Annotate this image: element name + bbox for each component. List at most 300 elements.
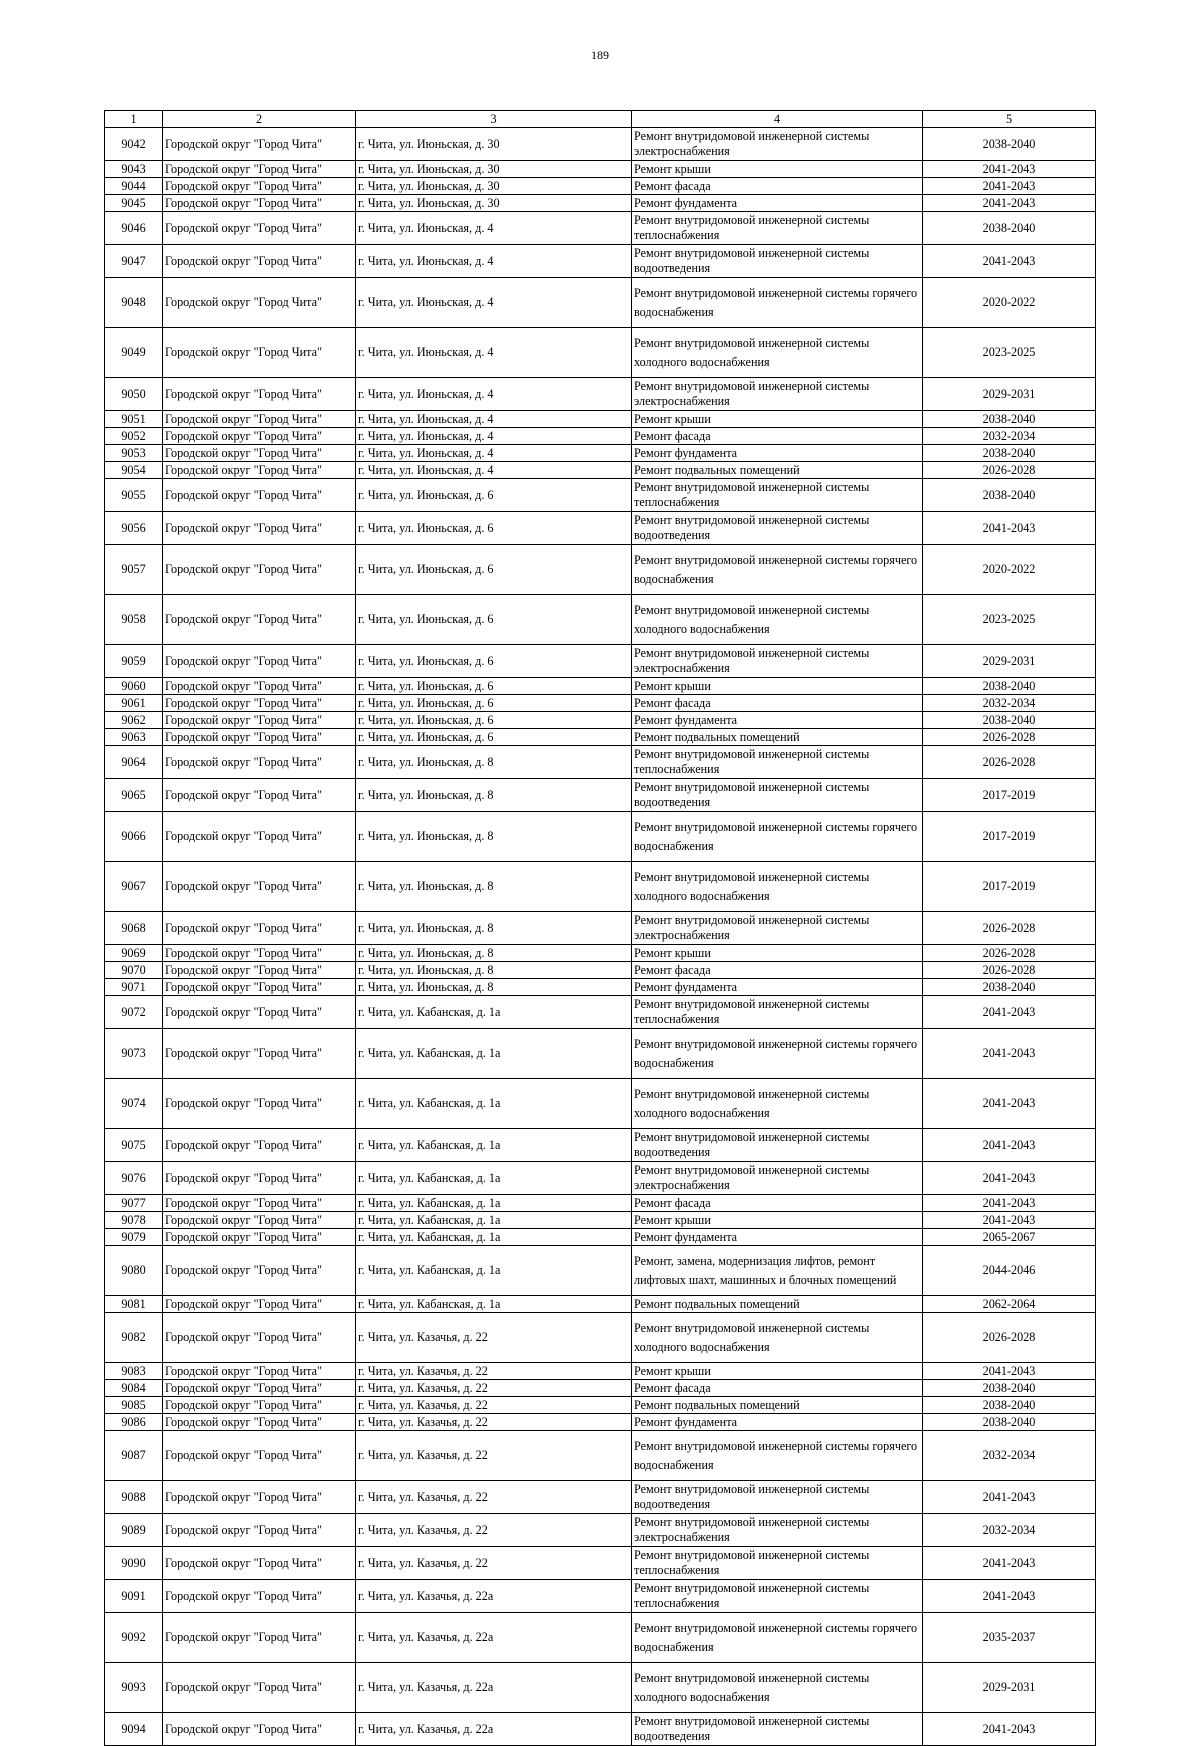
address-cell: г. Чита, ул. Казачья, д. 22 xyxy=(356,1547,632,1580)
period-cell: 2041-2043 xyxy=(923,1481,1096,1514)
municipality-cell: Городской округ "Город Чита" xyxy=(163,945,356,962)
municipality-cell: Городской округ "Город Чита" xyxy=(163,212,356,245)
municipality-cell: Городской округ "Город Чита" xyxy=(163,979,356,996)
row-number-cell: 9058 xyxy=(105,595,163,645)
period-cell: 2065-2067 xyxy=(923,1229,1096,1246)
repair-schedule-table xyxy=(104,110,1096,1746)
period-cell: 2038-2040 xyxy=(923,712,1096,729)
period-cell: 2026-2028 xyxy=(923,945,1096,962)
row-number-cell: 9052 xyxy=(105,428,163,445)
work-type-cell: Ремонт внутридомовой инженерной системы холодного водоснабжения xyxy=(632,862,923,912)
address-cell: г. Чита, ул. Июньская, д. 4 xyxy=(356,428,632,445)
table-row xyxy=(105,462,1096,479)
table-body xyxy=(105,128,1096,1746)
address-cell: г. Чита, ул. Июньская, д. 30 xyxy=(356,178,632,195)
work-type-cell: Ремонт внутридомовой инженерной системы электроснабжения xyxy=(632,378,923,411)
table-row xyxy=(105,328,1096,378)
row-number-cell: 9047 xyxy=(105,245,163,278)
address-cell: г. Чита, ул. Июньская, д. 4 xyxy=(356,378,632,411)
municipality-cell: Городской округ "Город Чита" xyxy=(163,161,356,178)
row-number-cell: 9049 xyxy=(105,328,163,378)
header-row xyxy=(105,111,1096,128)
period-cell: 2017-2019 xyxy=(923,812,1096,862)
table-row xyxy=(105,1713,1096,1746)
work-type-cell: Ремонт внутридомовой инженерной системы горячего водоснабжения xyxy=(632,1431,923,1481)
municipality-cell: Городской округ "Город Чита" xyxy=(163,1481,356,1514)
address-cell: г. Чита, ул. Кабанская, д. 1а xyxy=(356,1129,632,1162)
period-cell: 2038-2040 xyxy=(923,479,1096,512)
period-cell: 2032-2034 xyxy=(923,428,1096,445)
work-type-cell: Ремонт внутридомовой инженерной системы водоотведения xyxy=(632,1713,923,1746)
municipality-cell: Городской округ "Город Чита" xyxy=(163,1246,356,1296)
table-row xyxy=(105,779,1096,812)
address-cell: г. Чита, ул. Кабанская, д. 1а xyxy=(356,1029,632,1079)
address-cell: г. Чита, ул. Казачья, д. 22 xyxy=(356,1397,632,1414)
table-row xyxy=(105,1296,1096,1313)
work-type-cell: Ремонт крыши xyxy=(632,1363,923,1380)
column-header-2: 2 xyxy=(163,111,356,128)
municipality-cell: Городской округ "Город Чита" xyxy=(163,645,356,678)
work-type-cell: Ремонт внутридомовой инженерной системы водоотведения xyxy=(632,245,923,278)
address-cell: г. Чита, ул. Июньская, д. 6 xyxy=(356,729,632,746)
municipality-cell: Городской округ "Город Чита" xyxy=(163,996,356,1029)
municipality-cell: Городской округ "Город Чита" xyxy=(163,1029,356,1079)
row-number-cell: 9069 xyxy=(105,945,163,962)
row-number-cell: 9088 xyxy=(105,1481,163,1514)
table-row xyxy=(105,1481,1096,1514)
row-number-cell: 9048 xyxy=(105,278,163,328)
period-cell: 2032-2034 xyxy=(923,1514,1096,1547)
row-number-cell: 9094 xyxy=(105,1713,163,1746)
period-cell: 2062-2064 xyxy=(923,1296,1096,1313)
address-cell: г. Чита, ул. Июньская, д. 8 xyxy=(356,912,632,945)
municipality-cell: Городской округ "Город Чита" xyxy=(163,1397,356,1414)
work-type-cell: Ремонт внутридомовой инженерной системы электроснабжения xyxy=(632,1162,923,1195)
table-row xyxy=(105,445,1096,462)
table-row xyxy=(105,1613,1096,1663)
work-type-cell: Ремонт внутридомовой инженерной системы теплоснабжения xyxy=(632,1580,923,1613)
table-row xyxy=(105,278,1096,328)
address-cell: г. Чита, ул. Кабанская, д. 1а xyxy=(356,1162,632,1195)
row-number-cell: 9071 xyxy=(105,979,163,996)
work-type-cell: Ремонт, замена, модернизация лифтов, ремонт лифтовых шахт, машинных и блочных помещений xyxy=(632,1246,923,1296)
row-number-cell: 9060 xyxy=(105,678,163,695)
municipality-cell: Городской округ "Город Чита" xyxy=(163,1514,356,1547)
table-row xyxy=(105,545,1096,595)
row-number-cell: 9059 xyxy=(105,645,163,678)
address-cell: г. Чита, ул. Кабанская, д. 1а xyxy=(356,996,632,1029)
work-type-cell: Ремонт внутридомовой инженерной системы электроснабжения xyxy=(632,1514,923,1547)
row-number-cell: 9077 xyxy=(105,1195,163,1212)
work-type-cell: Ремонт внутридомовой инженерной системы горячего водоснабжения xyxy=(632,1029,923,1079)
municipality-cell: Городской округ "Город Чита" xyxy=(163,779,356,812)
table-row xyxy=(105,161,1096,178)
work-type-cell: Ремонт внутридомовой инженерной системы водоотведения xyxy=(632,1129,923,1162)
row-number-cell: 9073 xyxy=(105,1029,163,1079)
address-cell: г. Чита, ул. Казачья, д. 22 xyxy=(356,1414,632,1431)
period-cell: 2029-2031 xyxy=(923,378,1096,411)
municipality-cell: Городской округ "Город Чита" xyxy=(163,128,356,161)
address-cell: г. Чита, ул. Июньская, д. 6 xyxy=(356,595,632,645)
period-cell: 2032-2034 xyxy=(923,695,1096,712)
address-cell: г. Чита, ул. Июньская, д. 4 xyxy=(356,411,632,428)
period-cell: 2026-2028 xyxy=(923,1313,1096,1363)
row-number-cell: 9064 xyxy=(105,746,163,779)
municipality-cell: Городской округ "Город Чита" xyxy=(163,1363,356,1380)
work-type-cell: Ремонт фасада xyxy=(632,428,923,445)
row-number-cell: 9061 xyxy=(105,695,163,712)
table-row xyxy=(105,1514,1096,1547)
work-type-cell: Ремонт подвальных помещений xyxy=(632,729,923,746)
table-row xyxy=(105,378,1096,411)
period-cell: 2041-2043 xyxy=(923,1363,1096,1380)
period-cell: 2029-2031 xyxy=(923,1663,1096,1713)
work-type-cell: Ремонт фундамента xyxy=(632,712,923,729)
municipality-cell: Городской округ "Город Чита" xyxy=(163,1380,356,1397)
row-number-cell: 9090 xyxy=(105,1547,163,1580)
period-cell: 2026-2028 xyxy=(923,912,1096,945)
row-number-cell: 9065 xyxy=(105,779,163,812)
municipality-cell: Городской округ "Город Чита" xyxy=(163,678,356,695)
address-cell: г. Чита, ул. Кабанская, д. 1а xyxy=(356,1229,632,1246)
municipality-cell: Городской округ "Город Чита" xyxy=(163,746,356,779)
row-number-cell: 9092 xyxy=(105,1613,163,1663)
municipality-cell: Городской округ "Город Чита" xyxy=(163,1613,356,1663)
address-cell: г. Чита, ул. Июньская, д. 6 xyxy=(356,645,632,678)
table-row xyxy=(105,746,1096,779)
table-row xyxy=(105,1397,1096,1414)
work-type-cell: Ремонт внутридомовой инженерной системы теплоснабжения xyxy=(632,212,923,245)
period-cell: 2038-2040 xyxy=(923,445,1096,462)
period-cell: 2038-2040 xyxy=(923,1397,1096,1414)
period-cell: 2041-2043 xyxy=(923,1212,1096,1229)
table-row xyxy=(105,996,1096,1029)
table-row xyxy=(105,1029,1096,1079)
work-type-cell: Ремонт внутридомовой инженерной системы холодного водоснабжения xyxy=(632,1663,923,1713)
table-row xyxy=(105,479,1096,512)
work-type-cell: Ремонт внутридомовой инженерной системы водоотведения xyxy=(632,512,923,545)
address-cell: г. Чита, ул. Июньская, д. 30 xyxy=(356,128,632,161)
municipality-cell: Городской округ "Город Чита" xyxy=(163,445,356,462)
work-type-cell: Ремонт подвальных помещений xyxy=(632,1296,923,1313)
municipality-cell: Городской округ "Город Чита" xyxy=(163,1296,356,1313)
period-cell: 2017-2019 xyxy=(923,779,1096,812)
table-row xyxy=(105,1246,1096,1296)
table-row xyxy=(105,962,1096,979)
address-cell: г. Чита, ул. Июньская, д. 8 xyxy=(356,862,632,912)
table-row xyxy=(105,1547,1096,1580)
period-cell: 2041-2043 xyxy=(923,1029,1096,1079)
row-number-cell: 9075 xyxy=(105,1129,163,1162)
table-row xyxy=(105,678,1096,695)
address-cell: г. Чита, ул. Кабанская, д. 1а xyxy=(356,1212,632,1229)
period-cell: 2038-2040 xyxy=(923,212,1096,245)
row-number-cell: 9057 xyxy=(105,545,163,595)
period-cell: 2023-2025 xyxy=(923,328,1096,378)
row-number-cell: 9042 xyxy=(105,128,163,161)
row-number-cell: 9083 xyxy=(105,1363,163,1380)
row-number-cell: 9076 xyxy=(105,1162,163,1195)
work-type-cell: Ремонт внутридомовой инженерной системы холодного водоснабжения xyxy=(632,328,923,378)
period-cell: 2032-2034 xyxy=(923,1431,1096,1481)
period-cell: 2029-2031 xyxy=(923,645,1096,678)
municipality-cell: Городской округ "Город Чита" xyxy=(163,178,356,195)
work-type-cell: Ремонт фасада xyxy=(632,1380,923,1397)
municipality-cell: Городской округ "Город Чита" xyxy=(163,462,356,479)
table-row xyxy=(105,178,1096,195)
work-type-cell: Ремонт внутридомовой инженерной системы горячего водоснабжения xyxy=(632,1613,923,1663)
municipality-cell: Городской округ "Город Чита" xyxy=(163,1431,356,1481)
row-number-cell: 9084 xyxy=(105,1380,163,1397)
work-type-cell: Ремонт внутридомовой инженерной системы холодного водоснабжения xyxy=(632,595,923,645)
address-cell: г. Чита, ул. Казачья, д. 22 xyxy=(356,1514,632,1547)
row-number-cell: 9070 xyxy=(105,962,163,979)
address-cell: г. Чита, ул. Кабанская, д. 1а xyxy=(356,1195,632,1212)
municipality-cell: Городской округ "Город Чита" xyxy=(163,1580,356,1613)
address-cell: г. Чита, ул. Июньская, д. 30 xyxy=(356,161,632,178)
work-type-cell: Ремонт внутридомовой инженерной системы электроснабжения xyxy=(632,912,923,945)
municipality-cell: Городской округ "Город Чита" xyxy=(163,1547,356,1580)
column-header-1: 1 xyxy=(105,111,163,128)
municipality-cell: Городской округ "Город Чита" xyxy=(163,428,356,445)
row-number-cell: 9045 xyxy=(105,195,163,212)
address-cell: г. Чита, ул. Июньская, д. 8 xyxy=(356,812,632,862)
address-cell: г. Чита, ул. Июньская, д. 6 xyxy=(356,545,632,595)
municipality-cell: Городской округ "Город Чита" xyxy=(163,245,356,278)
work-type-cell: Ремонт фасада xyxy=(632,695,923,712)
municipality-cell: Городской округ "Город Чита" xyxy=(163,1079,356,1129)
work-type-cell: Ремонт внутридомовой инженерной системы горячего водоснабжения xyxy=(632,545,923,595)
work-type-cell: Ремонт внутридомовой инженерной системы холодного водоснабжения xyxy=(632,1079,923,1129)
table-row xyxy=(105,411,1096,428)
row-number-cell: 9072 xyxy=(105,996,163,1029)
work-type-cell: Ремонт внутридомовой инженерной системы водоотведения xyxy=(632,779,923,812)
period-cell: 2026-2028 xyxy=(923,746,1096,779)
work-type-cell: Ремонт внутридомовой инженерной системы горячего водоснабжения xyxy=(632,278,923,328)
period-cell: 2026-2028 xyxy=(923,462,1096,479)
row-number-cell: 9080 xyxy=(105,1246,163,1296)
period-cell: 2041-2043 xyxy=(923,1580,1096,1613)
address-cell: г. Чита, ул. Июньская, д. 8 xyxy=(356,962,632,979)
table-row xyxy=(105,595,1096,645)
row-number-cell: 9046 xyxy=(105,212,163,245)
column-header-5: 5 xyxy=(923,111,1096,128)
table-row xyxy=(105,1229,1096,1246)
address-cell: г. Чита, ул. Июньская, д. 8 xyxy=(356,945,632,962)
period-cell: 2041-2043 xyxy=(923,178,1096,195)
period-cell: 2020-2022 xyxy=(923,545,1096,595)
period-cell: 2041-2043 xyxy=(923,1079,1096,1129)
address-cell: г. Чита, ул. Июньская, д. 30 xyxy=(356,195,632,212)
table-row xyxy=(105,1079,1096,1129)
work-type-cell: Ремонт внутридомовой инженерной системы горячего водоснабжения xyxy=(632,812,923,862)
row-number-cell: 9093 xyxy=(105,1663,163,1713)
work-type-cell: Ремонт внутридомовой инженерной системы электроснабжения xyxy=(632,128,923,161)
address-cell: г. Чита, ул. Июньская, д. 4 xyxy=(356,212,632,245)
column-header-3: 3 xyxy=(356,111,632,128)
row-number-cell: 9089 xyxy=(105,1514,163,1547)
address-cell: г. Чита, ул. Июньская, д. 8 xyxy=(356,779,632,812)
address-cell: г. Чита, ул. Июньская, д. 4 xyxy=(356,445,632,462)
period-cell: 2038-2040 xyxy=(923,411,1096,428)
municipality-cell: Городской округ "Город Чита" xyxy=(163,278,356,328)
period-cell: 2041-2043 xyxy=(923,245,1096,278)
municipality-cell: Городской округ "Город Чита" xyxy=(163,1129,356,1162)
table-row xyxy=(105,1580,1096,1613)
table-row xyxy=(105,195,1096,212)
municipality-cell: Городской округ "Город Чита" xyxy=(163,1162,356,1195)
work-type-cell: Ремонт внутридомовой инженерной системы теплоснабжения xyxy=(632,746,923,779)
row-number-cell: 9056 xyxy=(105,512,163,545)
period-cell: 2038-2040 xyxy=(923,678,1096,695)
address-cell: г. Чита, ул. Июньская, д. 4 xyxy=(356,278,632,328)
work-type-cell: Ремонт внутридомовой инженерной системы холодного водоснабжения xyxy=(632,1313,923,1363)
table-row xyxy=(105,128,1096,161)
row-number-cell: 9067 xyxy=(105,862,163,912)
table-row xyxy=(105,979,1096,996)
work-type-cell: Ремонт крыши xyxy=(632,945,923,962)
row-number-cell: 9082 xyxy=(105,1313,163,1363)
period-cell: 2041-2043 xyxy=(923,1162,1096,1195)
period-cell: 2017-2019 xyxy=(923,862,1096,912)
row-number-cell: 9054 xyxy=(105,462,163,479)
work-type-cell: Ремонт внутридомовой инженерной системы электроснабжения xyxy=(632,645,923,678)
period-cell: 2038-2040 xyxy=(923,128,1096,161)
work-type-cell: Ремонт внутридомовой инженерной системы теплоснабжения xyxy=(632,996,923,1029)
work-type-cell: Ремонт внутридомовой инженерной системы теплоснабжения xyxy=(632,479,923,512)
table-row xyxy=(105,1380,1096,1397)
municipality-cell: Городской округ "Город Чита" xyxy=(163,862,356,912)
period-cell: 2038-2040 xyxy=(923,1380,1096,1397)
address-cell: г. Чита, ул. Июньская, д. 4 xyxy=(356,245,632,278)
address-cell: г. Чита, ул. Кабанская, д. 1а xyxy=(356,1079,632,1129)
address-cell: г. Чита, ул. Кабанская, д. 1а xyxy=(356,1246,632,1296)
table-row xyxy=(105,1431,1096,1481)
row-number-cell: 9053 xyxy=(105,445,163,462)
row-number-cell: 9050 xyxy=(105,378,163,411)
work-type-cell: Ремонт фундамента xyxy=(632,195,923,212)
municipality-cell: Городской округ "Город Чита" xyxy=(163,1212,356,1229)
table-row xyxy=(105,645,1096,678)
table-row xyxy=(105,912,1096,945)
address-cell: г. Чита, ул. Казачья, д. 22 xyxy=(356,1431,632,1481)
work-type-cell: Ремонт крыши xyxy=(632,411,923,428)
period-cell: 2041-2043 xyxy=(923,512,1096,545)
table-row xyxy=(105,428,1096,445)
page-number: 189 xyxy=(591,48,609,62)
address-cell: г. Чита, ул. Казачья, д. 22 xyxy=(356,1313,632,1363)
table-row xyxy=(105,512,1096,545)
row-number-cell: 9066 xyxy=(105,812,163,862)
municipality-cell: Городской округ "Город Чита" xyxy=(163,712,356,729)
table-row xyxy=(105,1162,1096,1195)
table-row xyxy=(105,695,1096,712)
address-cell: г. Чита, ул. Казачья, д. 22а xyxy=(356,1613,632,1663)
period-cell: 2041-2043 xyxy=(923,161,1096,178)
period-cell: 2041-2043 xyxy=(923,996,1096,1029)
address-cell: г. Чита, ул. Июньская, д. 4 xyxy=(356,462,632,479)
address-cell: г. Чита, ул. Июньская, д. 4 xyxy=(356,328,632,378)
row-number-cell: 9044 xyxy=(105,178,163,195)
row-number-cell: 9091 xyxy=(105,1580,163,1613)
municipality-cell: Городской округ "Город Чита" xyxy=(163,411,356,428)
table-row xyxy=(105,812,1096,862)
table-row xyxy=(105,712,1096,729)
municipality-cell: Городской округ "Город Чита" xyxy=(163,912,356,945)
work-type-cell: Ремонт фундамента xyxy=(632,1414,923,1431)
period-cell: 2041-2043 xyxy=(923,1547,1096,1580)
work-type-cell: Ремонт внутридомовой инженерной системы водоотведения xyxy=(632,1481,923,1514)
period-cell: 2038-2040 xyxy=(923,1414,1096,1431)
row-number-cell: 9081 xyxy=(105,1296,163,1313)
address-cell: г. Чита, ул. Июньская, д. 6 xyxy=(356,479,632,512)
table-row xyxy=(105,1129,1096,1162)
period-cell: 2020-2022 xyxy=(923,278,1096,328)
period-cell: 2041-2043 xyxy=(923,1195,1096,1212)
work-type-cell: Ремонт фасада xyxy=(632,1195,923,1212)
address-cell: г. Чита, ул. Кабанская, д. 1а xyxy=(356,1296,632,1313)
address-cell: г. Чита, ул. Казачья, д. 22а xyxy=(356,1663,632,1713)
municipality-cell: Городской округ "Город Чита" xyxy=(163,729,356,746)
table-row xyxy=(105,729,1096,746)
municipality-cell: Городской округ "Город Чита" xyxy=(163,195,356,212)
row-number-cell: 9079 xyxy=(105,1229,163,1246)
row-number-cell: 9085 xyxy=(105,1397,163,1414)
municipality-cell: Городской округ "Город Чита" xyxy=(163,1313,356,1363)
work-type-cell: Ремонт фундамента xyxy=(632,445,923,462)
work-type-cell: Ремонт фундамента xyxy=(632,1229,923,1246)
table-row xyxy=(105,862,1096,912)
row-number-cell: 9063 xyxy=(105,729,163,746)
row-number-cell: 9055 xyxy=(105,479,163,512)
address-cell: г. Чита, ул. Июньская, д. 8 xyxy=(356,746,632,779)
municipality-cell: Городской округ "Город Чита" xyxy=(163,378,356,411)
address-cell: г. Чита, ул. Казачья, д. 22 xyxy=(356,1380,632,1397)
row-number-cell: 9078 xyxy=(105,1212,163,1229)
municipality-cell: Городской округ "Город Чита" xyxy=(163,479,356,512)
table-row xyxy=(105,1363,1096,1380)
period-cell: 2023-2025 xyxy=(923,595,1096,645)
work-type-cell: Ремонт внутридомовой инженерной системы теплоснабжения xyxy=(632,1547,923,1580)
column-header-4: 4 xyxy=(632,111,923,128)
period-cell: 2041-2043 xyxy=(923,1713,1096,1746)
address-cell: г. Чита, ул. Казачья, д. 22а xyxy=(356,1580,632,1613)
period-cell: 2038-2040 xyxy=(923,979,1096,996)
row-number-cell: 9087 xyxy=(105,1431,163,1481)
table-row xyxy=(105,1195,1096,1212)
municipality-cell: Городской округ "Город Чита" xyxy=(163,595,356,645)
municipality-cell: Городской округ "Город Чита" xyxy=(163,962,356,979)
address-cell: г. Чита, ул. Июньская, д. 6 xyxy=(356,678,632,695)
table-row xyxy=(105,212,1096,245)
address-cell: г. Чита, ул. Июньская, д. 8 xyxy=(356,979,632,996)
work-type-cell: Ремонт крыши xyxy=(632,678,923,695)
address-cell: г. Чита, ул. Июньская, д. 6 xyxy=(356,512,632,545)
period-cell: 2041-2043 xyxy=(923,195,1096,212)
table-row xyxy=(105,1212,1096,1229)
municipality-cell: Городской округ "Город Чита" xyxy=(163,1713,356,1746)
table-row xyxy=(105,1414,1096,1431)
address-cell: г. Чита, ул. Казачья, д. 22 xyxy=(356,1363,632,1380)
municipality-cell: Городской округ "Город Чита" xyxy=(163,1414,356,1431)
work-type-cell: Ремонт крыши xyxy=(632,161,923,178)
period-cell: 2026-2028 xyxy=(923,729,1096,746)
period-cell: 2041-2043 xyxy=(923,1129,1096,1162)
table-row xyxy=(105,1663,1096,1713)
work-type-cell: Ремонт фундамента xyxy=(632,979,923,996)
row-number-cell: 9074 xyxy=(105,1079,163,1129)
work-type-cell: Ремонт фасада xyxy=(632,962,923,979)
